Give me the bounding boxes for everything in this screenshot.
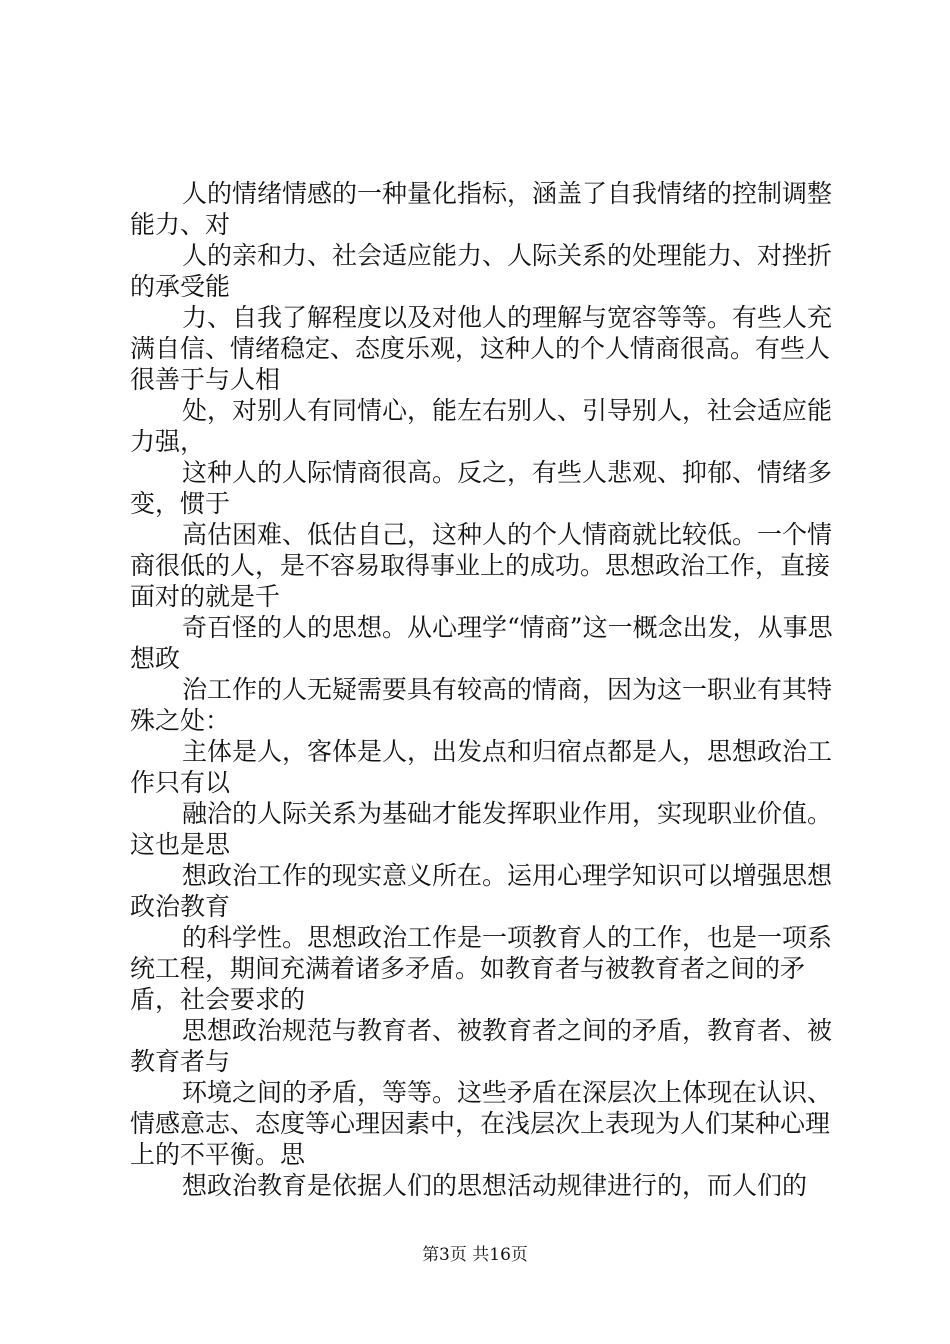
paragraph: 力、自我了解程度以及对他人的理解与宽容等等。有些人充满自信、情绪稳定、态度乐观，这种人的个人情商很高。有些人很善于与人相	[130, 303, 833, 394]
paragraph: 融洽的人际关系为基础才能发挥职业作用，实现职业价值。这也是思	[130, 799, 833, 859]
paragraph: 人的亲和力、社会适应能力、人际关系的处理能力、对挫折的承受能	[130, 241, 833, 301]
paragraph: 想政治教育是依据人们的思想活动规律进行的，而人们的	[182, 1171, 808, 1200]
paragraph: 这种人的人际情商很高。反之，有些人悲观、抑郁、情绪多变，惯于	[130, 458, 833, 518]
paragraph: 人的情绪情感的一种量化指标，涵盖了自我情绪的控制调整能力、对	[130, 179, 833, 239]
paragraph: 环境之间的矛盾，等等。这些矛盾在深层次上体现在认识、情感意志、态度等心理因素中，在浅层次上表现为人们某种心理上的不平衡。思	[130, 1078, 833, 1169]
paragraph: 治工作的人无疑需要具有较高的情商，因为这一职业有其特殊之处：	[130, 675, 833, 735]
paragraph: 奇百怪的人的思想。从心理学“情商”这一概念出发，从事思想政	[130, 613, 833, 673]
document-body	[130, 178, 840, 1201]
page-number-footer: 第3页 共16页	[422, 1245, 528, 1265]
paragraph: 的科学性。思想政治工作是一项教育人的工作，也是一项系统工程，期间充满着诸多矛盾。如教育者与被教育者之间的矛盾，社会要求的	[130, 923, 833, 1014]
paragraph: 想政治工作的现实意义所在。运用心理学知识可以增强思想政治教育	[130, 861, 833, 921]
paragraph: 主体是人，客体是人，出发点和归宿点都是人，思想政治工作只有以	[130, 737, 833, 797]
paragraph: 高估困难、低估自己，这种人的个人情商就比较低。一个情商很低的人，是不容易取得事业上的成功。思想政治工作，直接面对的就是千	[130, 520, 833, 611]
paragraph: 处，对别人有同情心，能左右别人、引导别人，社会适应能力强，	[130, 396, 833, 456]
paragraph: 思想政治规范与教育者、被教育者之间的矛盾，教育者、被教育者与	[130, 1016, 833, 1076]
